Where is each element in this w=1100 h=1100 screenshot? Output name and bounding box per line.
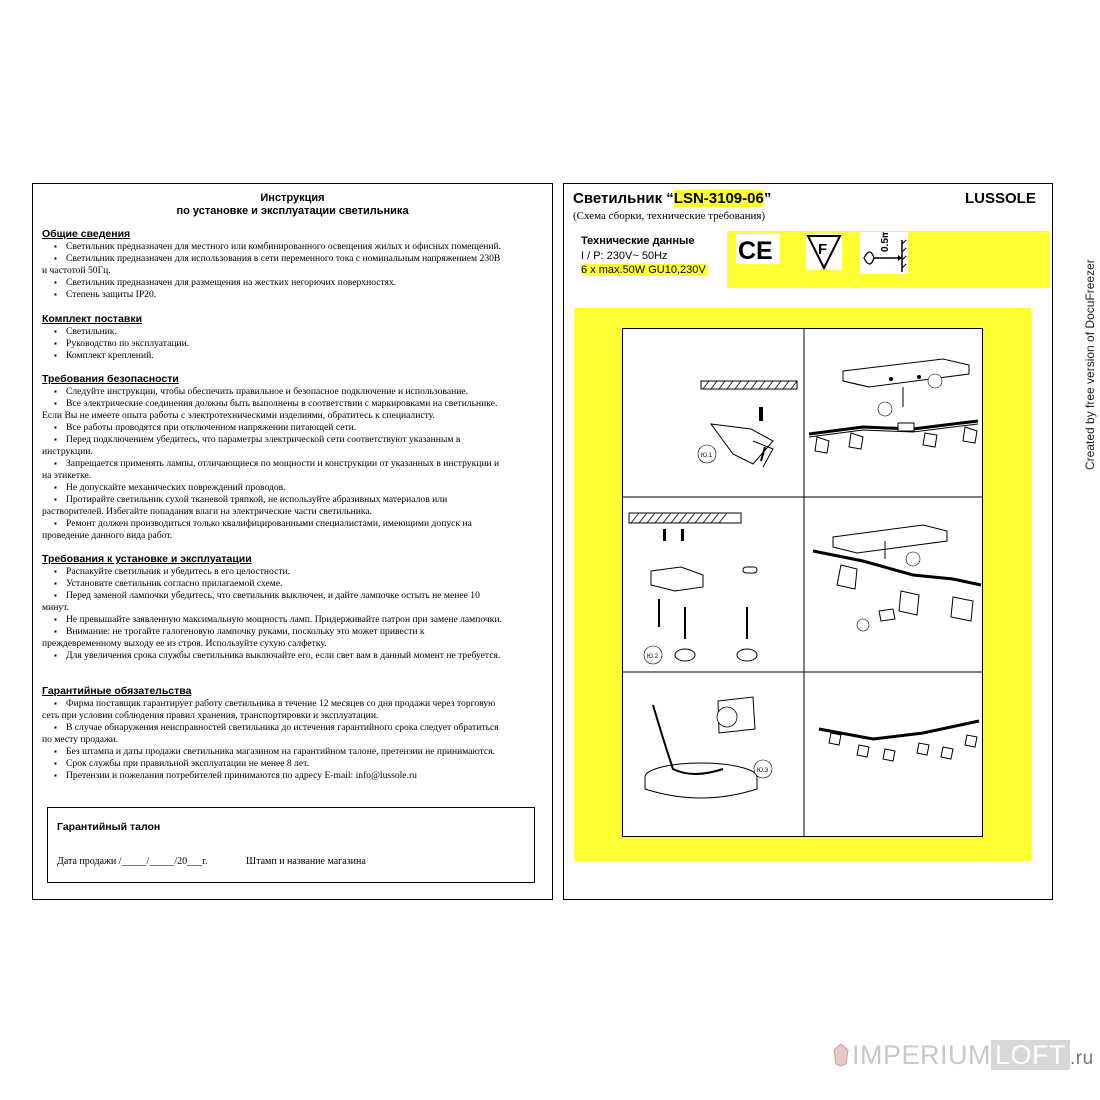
bullet-continuation (42, 602, 540, 614)
bullet-icon: ▪ (54, 651, 57, 660)
section-general (42, 228, 540, 301)
bullet-item (42, 746, 540, 758)
item-text: Претензии и пожелания потребителей принимаются по адресу E-mail: info@lussole.ru (66, 770, 417, 781)
bullet-icon: ▪ (54, 759, 57, 768)
bullet-icon: ▪ (54, 254, 57, 263)
bullet-icon: ▪ (54, 242, 57, 251)
bullet-icon: ▪ (54, 627, 57, 636)
bullet-icon: ▪ (54, 351, 57, 360)
item-text: Перед подключением убедитесь, что параметры электрической сети соответствуют указанным в (66, 434, 461, 445)
section-installation (42, 553, 540, 662)
bullet-item (42, 434, 540, 446)
item-text: преждевременному выходу ее из строя. Используйте сухую салфетку. (42, 638, 327, 649)
item-text: В случае обнаружения неисправностей светильника до истечения гарантийного срока следует обратиться (66, 722, 499, 733)
brand-imperium: IMPERIUM (852, 1040, 991, 1070)
step2-fixture-icon (813, 525, 981, 631)
bullet-item (42, 398, 540, 410)
section-heading: Требования к установке и эксплуатации (42, 553, 252, 565)
bullet-continuation (42, 638, 540, 650)
bullet-icon: ▪ (54, 699, 57, 708)
item-text: по месту продажи. (42, 734, 119, 745)
ce-mark-text: CE (738, 237, 773, 264)
item-text: Перед заменой лампочки убедитесь, что светильник выключен, и дайте лампочке остыть не менее 10 (66, 590, 480, 601)
section-package (42, 313, 540, 362)
bullet-icon: ▪ (54, 459, 57, 468)
bullet-icon: ▪ (54, 278, 57, 287)
bullet-continuation (42, 410, 540, 422)
section-list (42, 566, 540, 662)
bullet-icon: ▪ (54, 339, 57, 348)
item-text: Если Вы не имеете опыта работы с электротехническими изделиями, обратитесь к специалисту. (42, 410, 435, 421)
model-number: LSN-3109-06 (673, 190, 764, 207)
instruction-title: Инструкция (260, 192, 325, 204)
item-text: инструкции. (42, 446, 93, 457)
bullet-item (42, 722, 540, 734)
step3-fixture-icon (819, 721, 979, 761)
tech-heading: Технические данные (581, 235, 695, 247)
title-prefix: Светильник “ (573, 190, 674, 207)
item-text: Не превышайте заявленную максимальную мощность ламп. Придерживайте патрон при замене лампочки. (66, 614, 502, 625)
sale-date-line: Дата продажи /_____/_____/20___г. (57, 856, 208, 867)
item-text: Степень защиты IP20. (66, 289, 157, 300)
assembly-diagram-area (574, 308, 1031, 861)
bullet-item (42, 338, 540, 350)
step1-ceiling-icon (698, 381, 797, 467)
section-heading: Общие сведения (42, 228, 131, 240)
assembly-diagram (622, 328, 983, 837)
item-text: Запрещается применять лампы, отличающиеся по мощности и конструкции от указанных в инструкции и (66, 458, 500, 469)
bullet-continuation (42, 446, 540, 458)
item-text: Светильник предназначен для размещения на жестких негорючих поверхностях. (66, 277, 397, 288)
title-suffix: ” (763, 190, 772, 207)
tech-lamps: 6 x max.50W GU10,230V (581, 264, 706, 276)
section-heading: Гарантийные обязательства (42, 685, 192, 697)
brand-loft: LOFT (991, 1040, 1070, 1070)
bullet-item (42, 386, 540, 398)
tech-voltage: I / P: 230V~ 50Hz (581, 250, 668, 262)
section-list (42, 698, 540, 782)
bullet-item (42, 241, 540, 253)
bullet-item (42, 626, 540, 638)
f-mark-text: F (818, 241, 828, 258)
bullet-item (42, 277, 540, 289)
item-text: минут. (42, 602, 70, 613)
bullet-continuation (42, 530, 540, 542)
item-text: Установите светильник согласно прилагаемой схеме. (66, 578, 283, 589)
item-text: и частотой 50Гц. (42, 265, 111, 276)
step3-wiring-icon (645, 697, 772, 798)
instruction-page (32, 183, 553, 900)
item-text: Руководство по эксплуатации. (66, 338, 190, 349)
instruction-subtitle: по установке и эксплуатации светильника (176, 205, 409, 217)
section-heading: Комплект поставки (42, 313, 143, 325)
bullet-icon: ▪ (54, 519, 57, 528)
item-text: Все электрические соединения должны быть выполнены в соответствии с маркировками на светильнике. (66, 398, 498, 409)
section-safety (42, 373, 540, 542)
bullet-item (42, 422, 540, 434)
brand-ru: .ru (1070, 1048, 1094, 1069)
scheme-subtitle: (Схема сборки, технические требования) (573, 210, 766, 222)
item-text: Все работы проводятся при отключенном напряжении питающей сети. (66, 422, 357, 433)
item-text: Без штампа и даты продажи светильника магазином на гарантийном талоне, претензии не принимаются. (66, 746, 495, 757)
brand-name: LUSSOLE (965, 190, 1036, 207)
bullet-item (42, 458, 540, 470)
bullet-item (42, 566, 540, 578)
item-text: Для увеличения срока службы светильника выключайте его, если свет вам в данный момент не требуется. (66, 650, 501, 661)
item-text: Комплект креплений. (66, 350, 154, 361)
fig-label: Ю.3 (757, 768, 769, 774)
item-text: Ремонт должен производиться только квалифицированными специалистами, имеющими допуск на (66, 518, 472, 529)
bullet-icon: ▪ (54, 579, 57, 588)
bullet-icon: ▪ (54, 423, 57, 432)
bullet-continuation (42, 506, 540, 518)
bullet-item (42, 289, 540, 301)
bullet-continuation (42, 734, 540, 746)
distance-icon (860, 232, 908, 274)
brand-crest-icon (830, 1042, 852, 1068)
bullet-icon: ▪ (54, 771, 57, 780)
item-text: Светильник предназначен для местного или комбинированного освещения жилых и офисных помещений. (66, 241, 502, 252)
bullet-icon: ▪ (54, 615, 57, 624)
item-text: Внимание: не трогайте галогеновую лампочку руками, поскольку это может привести к (66, 626, 425, 637)
item-text: Протирайте светильник сухой тканевой тряпкой, не используйте абразивных материалов или (66, 494, 448, 505)
bullet-icon: ▪ (54, 723, 57, 732)
product-title (573, 190, 771, 207)
item-text: на этикетке. (42, 470, 92, 481)
scheme-page (563, 183, 1053, 900)
fig-label: Ю.2 (647, 654, 659, 660)
bullet-icon: ▪ (54, 483, 57, 492)
item-text: Светильник. (66, 326, 117, 337)
item-text: Не допускайте механических повреждений проводов. (66, 482, 286, 493)
item-text: сеть при условии соблюдения правил хранения, транспортировки и эксплуатации. (42, 710, 379, 721)
bullet-item (42, 578, 540, 590)
bullet-continuation (42, 265, 540, 277)
item-text: Фирма поставщик гарантирует работу светильника в течение 12 месяцев со дня продажи через торговую (66, 698, 496, 709)
item-text: Следуйте инструкции, чтобы обеспечить правильное и безопасное подключение и использование. (66, 386, 469, 397)
bullet-item (42, 758, 540, 770)
bullet-icon: ▪ (54, 567, 57, 576)
bullet-item (42, 518, 540, 530)
brand-watermark (830, 1040, 1094, 1071)
section-list (42, 241, 540, 301)
section-list (42, 326, 540, 362)
bullet-item (42, 350, 540, 362)
bullet-continuation (42, 710, 540, 722)
section-heading: Требования безопасности (42, 373, 179, 385)
item-text: Срок службы при правильной эксплуатации не менее 8 лет. (66, 758, 309, 769)
bullet-icon: ▪ (54, 387, 57, 396)
ce-mark-icon (736, 234, 780, 264)
bullet-item (42, 253, 540, 265)
bullet-icon: ▪ (54, 399, 57, 408)
item-text: Светильник предназначен для использования в сети переменного тока с номинальным напряжением 230В (66, 253, 501, 264)
section-list (42, 386, 540, 542)
bullet-item (42, 326, 540, 338)
bullet-item (42, 494, 540, 506)
step2-mount-icon (629, 513, 757, 664)
bullet-icon: ▪ (54, 290, 57, 299)
bullet-item (42, 698, 540, 710)
bullet-icon: ▪ (54, 327, 57, 336)
bullet-item (42, 650, 540, 662)
item-text: Распакуйте светильник и убедитесь в его целостности. (66, 566, 291, 577)
fig-label: Ю.1 (701, 453, 713, 459)
item-text: проведение данного вида работ. (42, 530, 173, 541)
bullet-icon: ▪ (54, 495, 57, 504)
bullet-item (42, 482, 540, 494)
warranty-card (47, 807, 535, 883)
bullet-item (42, 590, 540, 602)
section-guarantee (42, 685, 540, 782)
step1-fixture-icon (809, 359, 978, 453)
f-mark-icon (806, 234, 842, 270)
stamp-label: Штамп и название магазина (246, 856, 366, 867)
bullet-item (42, 770, 540, 782)
warranty-title: Гарантийный талон (57, 821, 161, 833)
bullet-icon: ▪ (54, 435, 57, 444)
bullet-icon: ▪ (54, 591, 57, 600)
bullet-item (42, 614, 540, 626)
bullet-continuation (42, 470, 540, 482)
bullet-icon: ▪ (54, 747, 57, 756)
side-watermark: Created by free version of DocuFreezer (1083, 259, 1097, 470)
item-text: растворителей. Избегайте попадания влаги на электрические части светильника. (42, 506, 373, 517)
distance-text: 0.5m (880, 232, 891, 252)
